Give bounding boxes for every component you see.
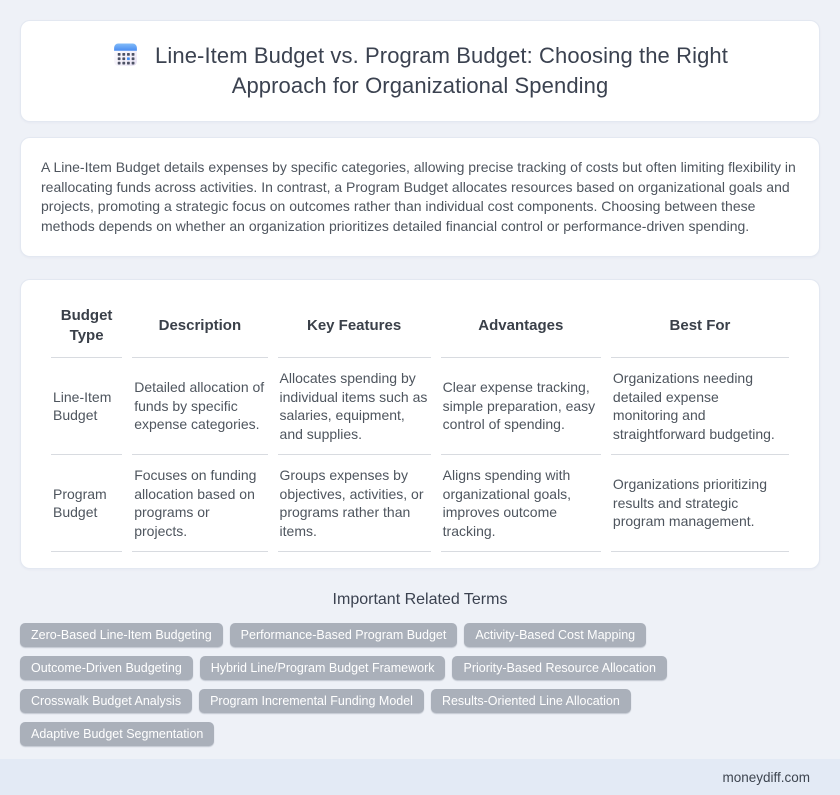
table-row-program-budget (51, 455, 789, 552)
title-card (20, 20, 820, 122)
calendar-icon (112, 41, 139, 68)
term-pill[interactable]: Priority-Based Resource Allocation (452, 656, 666, 680)
description-card (20, 137, 820, 257)
comparison-table (41, 294, 799, 552)
term-pill[interactable]: Performance-Based Program Budget (230, 623, 458, 647)
table-cell: Organizations needing detailed expense monitoring and straightforward budgeting. (611, 358, 789, 455)
term-pill[interactable]: Activity-Based Cost Mapping (464, 623, 646, 647)
table-cell: Line-Item Budget (51, 358, 122, 455)
table-cell: Organizations prioritizing results and strategic program management. (611, 455, 789, 552)
term-pill[interactable]: Crosswalk Budget Analysis (20, 689, 192, 713)
table-row-line-item-budget (51, 358, 789, 455)
column-header-advantages: Advantages (441, 294, 601, 358)
footer-bar (0, 759, 840, 795)
term-pill-list (20, 623, 820, 746)
related-terms-heading: Important Related Terms (332, 591, 508, 608)
term-pill[interactable]: Program Incremental Funding Model (199, 689, 424, 713)
table-cell: Clear expense tracking, simple preparation, easy control of spending. (441, 358, 601, 455)
table-cell: Focuses on funding allocation based on programs or projects. (132, 455, 267, 552)
related-terms-section (20, 591, 820, 746)
page-title (70, 41, 770, 101)
page (20, 20, 820, 746)
column-header-description: Description (132, 294, 267, 358)
term-pill[interactable]: Adaptive Budget Segmentation (20, 722, 214, 746)
table-cell: Detailed allocation of funds by specific expense categories. (132, 358, 267, 455)
term-pill[interactable]: Zero-Based Line-Item Budgeting (20, 623, 223, 647)
table-cell: Program Budget (51, 455, 122, 552)
table-cell: Groups expenses by objectives, activities, or programs rather than items. (278, 455, 431, 552)
description-text: A Line-Item Budget details expenses by specific categories, allowing precise tracking of costs but often limiting flexibility in reallocating funds across activities. In contrast, a Program Budget allocates resources based on organizational goals and projects, promoting a strategic focus on outcomes rather than individual cost components. Choosing between these methods depends on whether an organization prioritizes detailed financial control or performance-driven spending. (41, 159, 796, 234)
page-title-text: Line-Item Budget vs. Program Budget: Choosing the Right Approach for Organizational Spending (155, 43, 728, 98)
table-cell: Allocates spending by individual items such as salaries, equipment, and supplies. (278, 358, 431, 455)
term-pill[interactable]: Results-Oriented Line Allocation (431, 689, 631, 713)
term-pill[interactable]: Hybrid Line/Program Budget Framework (200, 656, 446, 680)
column-header-best-for: Best For (611, 294, 789, 358)
column-header-key-features: Key Features (278, 294, 431, 358)
site-name: moneydiff.com (722, 769, 810, 785)
comparison-table-card (20, 279, 820, 569)
term-pill[interactable]: Outcome-Driven Budgeting (20, 656, 193, 680)
table-cell: Aligns spending with organizational goals, improves outcome tracking. (441, 455, 601, 552)
table-header-row (51, 294, 789, 358)
column-header-budget-type: Budget Type (51, 294, 122, 358)
